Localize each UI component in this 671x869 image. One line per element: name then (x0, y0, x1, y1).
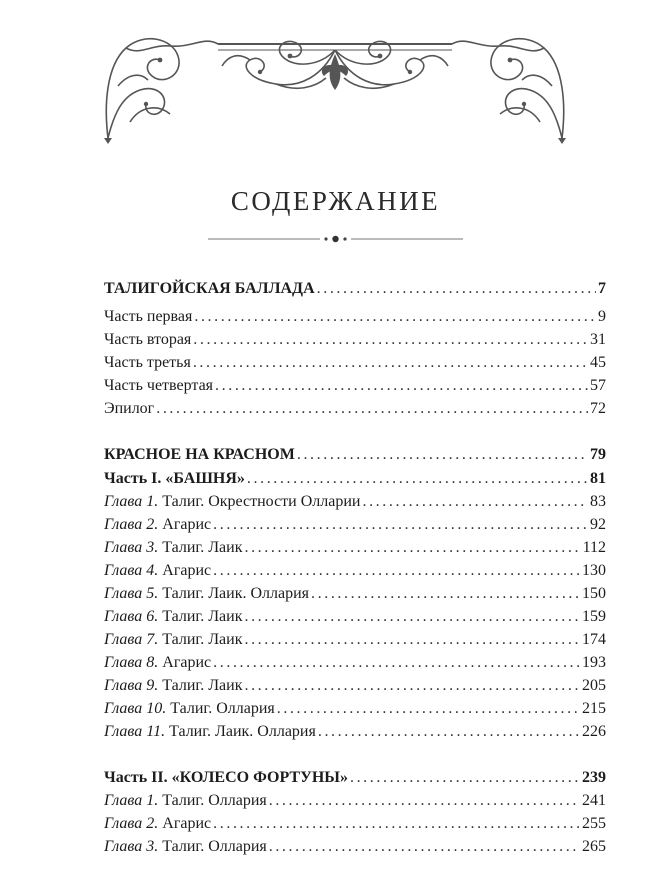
toc-entry-title (104, 629, 242, 651)
toc-entry-chapter[interactable] (104, 698, 606, 720)
toc-entry-chapter[interactable] (104, 491, 606, 513)
toc-entry[interactable] (104, 352, 606, 374)
toc-entry-title (104, 698, 275, 720)
toc-entry[interactable] (104, 375, 606, 397)
chapter-title: Агарис (162, 654, 212, 671)
toc-entry-title: Часть I. «БАШНЯ» (104, 470, 245, 487)
toc-entry-chapter[interactable] (104, 537, 606, 559)
toc-entry-title (104, 790, 267, 812)
chapter-title: Талиг. Лаик (162, 631, 243, 648)
chapter-title: Талиг. Лаик. Оллария (162, 585, 310, 602)
toc-entry-chapter[interactable] (104, 790, 606, 812)
chapter-number: Глава 2. (104, 815, 159, 832)
toc-entry-title: Часть третья (104, 354, 191, 371)
toc-page-number: 130 (582, 562, 606, 579)
toc-page-number: 57 (590, 377, 606, 394)
toc-entry-chapter[interactable] (104, 721, 606, 743)
dot-leader (193, 352, 588, 374)
toc-page-number: 193 (582, 654, 606, 671)
toc-page-number: 72 (590, 400, 606, 417)
dot-leader (269, 836, 580, 858)
toc-page-number: 7 (598, 280, 606, 297)
toc-page-number: 45 (590, 354, 606, 371)
toc-entry-title (104, 583, 309, 605)
chapter-number: Глава 1. (104, 792, 159, 809)
chapter-number: Глава 5. (104, 585, 159, 602)
toc-entry-title (104, 836, 267, 858)
toc-entry-title (104, 813, 211, 835)
chapter-title: Талиг. Лаик. Оллария (169, 723, 316, 740)
dot-leader (156, 398, 588, 420)
toc-entry-chapter[interactable] (104, 583, 606, 605)
chapter-title: Талиг. Окрестности Олларии (162, 493, 361, 510)
chapter-title: Агарис (162, 815, 212, 832)
toc-page-number: 241 (582, 792, 606, 809)
chapter-title: Талиг. Лаик (162, 677, 243, 694)
toc-page-number: 150 (582, 585, 606, 602)
toc-entry-chapter[interactable] (104, 813, 606, 835)
toc-entry-title (104, 652, 211, 674)
toc-page-number: 174 (582, 631, 606, 648)
baroque-scroll-frame-icon (100, 26, 570, 144)
toc-page-number: 265 (582, 838, 606, 855)
chapter-number: Глава 2. (104, 516, 159, 533)
toc-page-number: 83 (590, 493, 606, 510)
toc-entry-title (104, 721, 316, 743)
chapter-number: Глава 3. (104, 539, 159, 556)
toc-entry-title (104, 537, 242, 559)
chapter-number: Глава 7. (104, 631, 159, 648)
chapter-number: Глава 3. (104, 838, 159, 855)
toc-page-number: 9 (598, 308, 606, 325)
dot-leader (213, 813, 580, 835)
toc-entry-title (104, 491, 360, 513)
toc-entry-title (104, 560, 211, 582)
toc-page-number: 92 (590, 516, 606, 533)
toc-page-number: 159 (582, 608, 606, 625)
toc-page-number: 215 (582, 700, 606, 717)
dot-leader (215, 375, 588, 397)
toc-page-number: 79 (590, 446, 606, 463)
dot-leader (311, 583, 580, 605)
dot-leader (247, 468, 588, 490)
toc-entry-chapter[interactable] (104, 675, 606, 697)
dot-leader (318, 721, 580, 743)
toc-page-number: 112 (582, 539, 606, 556)
toc-page-number: 205 (582, 677, 606, 694)
dot-leader (244, 629, 580, 651)
dot-leader (297, 444, 588, 466)
toc-entry-section[interactable] (104, 444, 606, 466)
chapter-number: Глава 9. (104, 677, 159, 694)
toc-entry-chapter[interactable] (104, 629, 606, 651)
toc-entry-chapter[interactable] (104, 836, 606, 858)
toc-page-number: 31 (590, 331, 606, 348)
toc-page-number: 81 (590, 470, 606, 487)
chapter-title: Талиг. Оллария (162, 838, 267, 855)
dot-leader (213, 560, 580, 582)
dot-leader (244, 537, 580, 559)
toc-page-number: 239 (582, 769, 606, 786)
toc-entry-chapter[interactable] (104, 606, 606, 628)
chapter-title: Агарис (162, 562, 212, 579)
dot-leader (194, 306, 596, 328)
chapter-number: Глава 1. (104, 493, 159, 510)
toc-entry-title (104, 675, 242, 697)
chapter-title: Талиг. Оллария (162, 792, 267, 809)
dot-leader (213, 514, 588, 536)
toc-entry-part[interactable] (104, 767, 606, 789)
toc-entry-title: КРАСНОЕ НА КРАСНОМ (104, 446, 295, 463)
toc-entry-title (104, 606, 242, 628)
dot-leader (362, 491, 588, 513)
page-title: СОДЕРЖАНИЕ (230, 186, 441, 216)
toc-entry[interactable] (104, 306, 606, 328)
toc-entry[interactable] (104, 398, 606, 420)
toc-entry-section[interactable] (104, 278, 606, 300)
toc-entry[interactable] (104, 329, 606, 351)
toc-entry-title: Эпилог (104, 400, 155, 417)
dot-leader (193, 329, 588, 351)
chapter-title: Талиг. Оллария (170, 700, 275, 717)
chapter-title: Талиг. Лаик (162, 539, 243, 556)
toc-entry-title: Часть II. «КОЛЕСО ФОРТУНЫ» (104, 769, 348, 786)
toc-entry-chapter[interactable] (104, 652, 606, 674)
dot-leader (213, 652, 580, 674)
toc-entry-title: Часть вторая (104, 331, 192, 348)
dot-leader (244, 606, 580, 628)
toc-entry-chapter[interactable] (104, 560, 606, 582)
toc-entry-title: ТАЛИГОЙСКАЯ БАЛЛАДА (104, 280, 315, 297)
chapter-number: Глава 6. (104, 608, 159, 625)
chapter-title: Талиг. Лаик (162, 608, 243, 625)
chapter-number: Глава 11. (104, 723, 166, 740)
toc-entry-part[interactable] (104, 468, 606, 490)
dot-leader (317, 278, 596, 300)
dot-leader (269, 790, 580, 812)
toc-entry-chapter[interactable] (104, 514, 606, 536)
chapter-title: Агарис (162, 516, 212, 533)
dot-leader (277, 698, 580, 720)
dot-leader (244, 675, 580, 697)
toc-page-number: 255 (582, 815, 606, 832)
chapter-number: Глава 8. (104, 654, 159, 671)
chapter-number: Глава 10. (104, 700, 167, 717)
dotted-divider-icon (208, 232, 463, 246)
toc-entry-title: Часть первая (104, 308, 193, 325)
toc-entry-title: Часть четвертая (104, 377, 214, 394)
chapter-number: Глава 4. (104, 562, 159, 579)
toc-page-number: 226 (582, 723, 606, 740)
dot-leader (350, 767, 580, 789)
toc-entry-title (104, 514, 211, 536)
